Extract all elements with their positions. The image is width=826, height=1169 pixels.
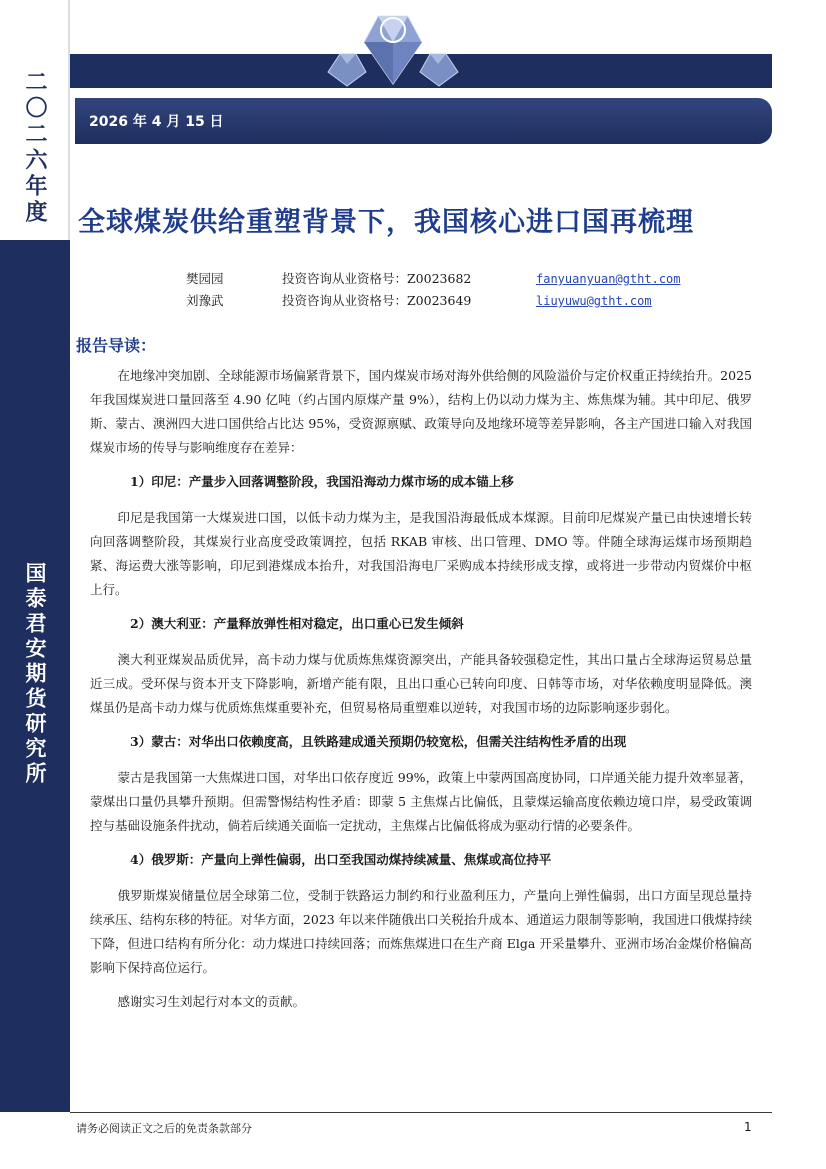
page-number: 1 xyxy=(744,1120,752,1134)
report-body xyxy=(90,364,752,1014)
author-license: 投资咨询从业资格号：Z0023649 xyxy=(282,293,472,308)
section-paragraph: 澳大利亚煤炭品质优异，高卡动力煤与优质炼焦煤资源突出，产能具备较强稳定性，其出口量占全球海运贸易总量近三成。受环保与资本开支下降影响，新增产能有限，且出口重心已转向印度、日韩等市场，对华依赖度明显降低。澳煤虽仍是高卡动力煤与优质炼焦煤重要补充，但贸易格局重塑难以逆转，对我国市场的边际影响逐步弱化。 xyxy=(90,652,752,715)
sidebar-org-panel xyxy=(0,240,70,1112)
author-name: 刘豫武 xyxy=(186,293,224,308)
section-heading: 1）印尼：产量步入回落调整阶段，我国沿海动力煤市场的成本锚上移 xyxy=(130,474,514,489)
author-email-link[interactable]: fanyuanyuan@gtht.com xyxy=(536,272,681,286)
section-heading: 3）蒙古：对华出口依赖度高，且铁路建成通关预期仍较宽松，但需关注结构性矛盾的出现 xyxy=(130,734,627,749)
section-heading: 4）俄罗斯：产量向上弹性偏弱，出口至我国动煤持续减量、焦煤或高位持平 xyxy=(130,852,552,867)
diamond-gems-icon xyxy=(318,2,468,88)
sidebar-year-panel xyxy=(0,0,70,240)
section-paragraph: 俄罗斯煤炭储量位居全球第二位，受制于铁路运力制约和行业盈利压力，产量向上弹性偏弱，出口方面呈现总量持续承压、结构东移的特征。对华方面，2023 年以来伴随俄出口关税抬升成本、通道运力限制等影响，我国进口俄煤持续下降，但进口结构有所分化：动力煤进口持续回落；而炼焦煤进口在生产商 Elga 开采量攀升、亚洲市场冶金煤价格偏高影响下保持高位运行。 xyxy=(90,888,752,975)
footer-divider xyxy=(70,1112,772,1113)
author-email-link[interactable]: liuyuwu@gtht.com xyxy=(536,294,652,308)
acknowledgement: 感谢实习生刘起行对本文的贡献。 xyxy=(117,994,306,1009)
section-paragraph: 印尼是我国第一大煤炭进口国，以低卡动力煤为主，是我国沿海最低成本煤源。目前印尼煤炭产量已由快速增长转向回落调整阶段，其煤炭行业高度受政策调控，包括 RKAB 审核、出口管理、DMO 等。伴随全球海运煤市场预期趋紧、海运费大涨等影响，印尼到港煤成本抬升，对我国沿海电厂采购成本持续形成支撑，或将进一步带动内贸煤价中枢上行。 xyxy=(90,510,752,597)
left-sidebar xyxy=(0,0,70,1112)
year-label: 二〇二六年度 xyxy=(22,70,48,226)
intro-paragraph: 在地缘冲突加剧、全球能源市场偏紧背景下，国内煤炭市场对海外供给侧的风险溢价与定价权重正持续抬升。2025 年我国煤炭进口量回落至 4.90 亿吨（约占国内原煤产量 9%），结构上仍以动力煤为主、炼焦煤为辅。其中印尼、俄罗斯、蒙古、澳洲四大进口国供给占比达 95%，受资源禀赋、政策导向及地缘环境等差异影响，各主产国进口输入对我国煤炭市场的传导与影响维度存在差异： xyxy=(90,368,752,455)
section-paragraph: 蒙古是我国第一大焦煤进口国，对华出口依存度近 99%，政策上中蒙两国高度协同，口岸通关能力提升效率显著，蒙煤出口量仍具攀升预期。但需警惕结构性矛盾：即蒙 5 主焦煤占比偏低，且蒙煤运输高度依赖边境口岸，易受政策调控与基础设施条件扰动，倘若后续通关面临一定扰动，主焦煤占比偏低将成为驱动行情的必要条件。 xyxy=(90,770,752,833)
date-banner xyxy=(75,98,772,144)
org-label: 国泰君安期货研究所 xyxy=(23,562,48,787)
footer-disclaimer: 请务必阅读正文之后的免责条款部分 xyxy=(76,1122,252,1135)
report-title: 全球煤炭供给重塑背景下，我国核心进口国再梳理 xyxy=(78,207,694,238)
author-license: 投资咨询从业资格号：Z0023682 xyxy=(282,271,472,286)
author-name: 樊园园 xyxy=(186,271,224,286)
section-heading: 2）澳大利亚：产量释放弹性相对稳定，出口重心已发生倾斜 xyxy=(130,616,464,631)
guide-heading: 报告导读： xyxy=(76,336,157,355)
report-date: 2026 年 4 月 15 日 xyxy=(89,114,224,130)
